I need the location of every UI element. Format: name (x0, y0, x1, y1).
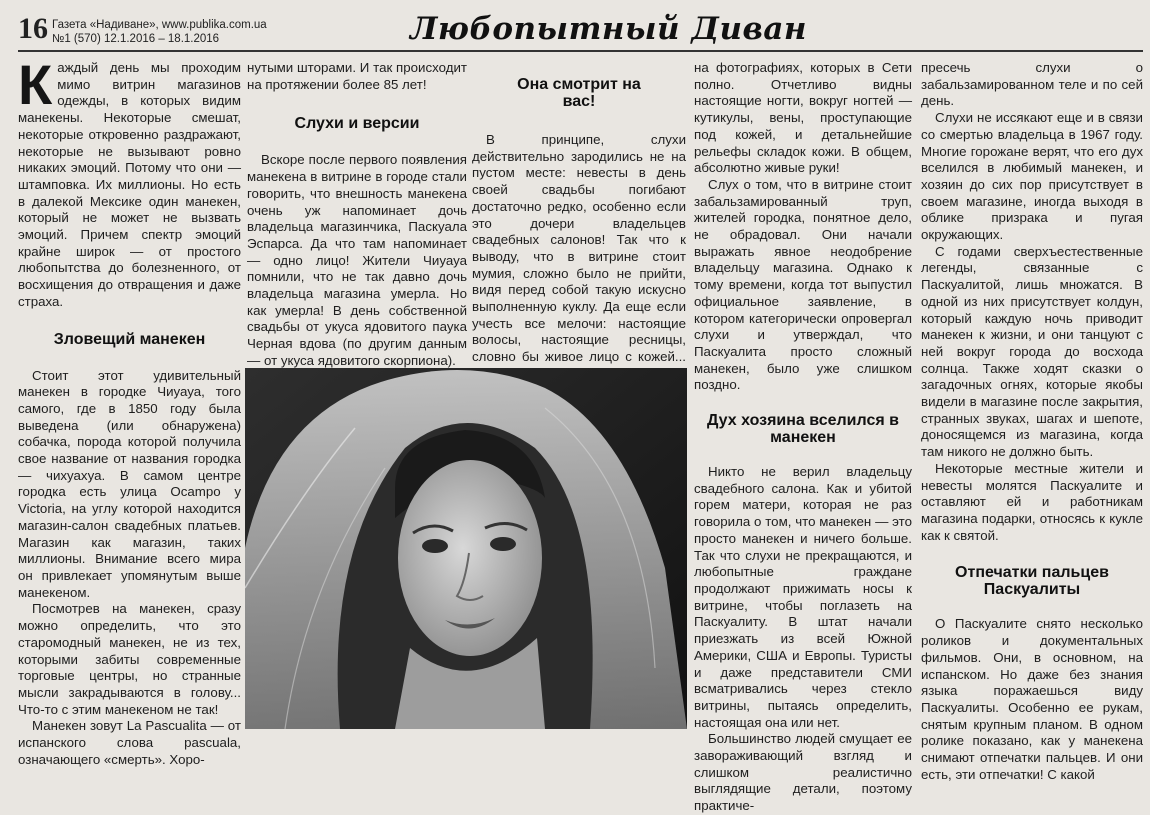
subheading-she-looks: Она смотрит на вас! (517, 76, 641, 110)
paragraph: Слухи не иссякают еще и в связи со смертью владельца в 1967 году. Многие горожане верят, что его дух вселился в любимый манекен, и хозяин до сих пор присутствует в своем магазине, иногда выходя в облике призрака и пугая окружающих. (921, 110, 1143, 243)
header-rule (18, 50, 1143, 52)
paragraph: Манекен зовут La Pascualita — от испанского слова pascuala, означающего «смерть». Хоро- (18, 718, 241, 767)
subheading-sinister-mannequin: Зловещий манекен (53, 330, 206, 348)
paragraph: нутыми шторами. И так происходит на протяжении более 85 лет! (247, 60, 467, 92)
paragraph: С годами сверхъестественные легенды, связанные с Паскуалитой, лишь множатся. В одной из них присутствует колдун, который каждую ночь приводит манекен к жизни, и они танцуют с ней вокруг города до восхода солнца. Также ходят сказки о загадочных огнях, которые якобы видели в магазине после закрытия, странных звуках, шагах и шепоте, доносящемся из магазина, когда там никого не должно быть. (921, 243, 1143, 460)
column-1 (18, 53, 241, 767)
column-4 (694, 60, 912, 814)
subheading-rumors: Слухи и версии (294, 115, 420, 133)
paragraph: Вскоре после первого появления манекена в витрине в городе стали говорить, что внешность манекена очень уж напоминает дочь владельца магазинчика, Паскуала Эспарса. Да что там напоминает — одно лицо! Жители Чиуауа помнили, что не так давно дочь владельца магазина умерла. Но как умерла! В день собственной свадьбы от укуса ядовитого паука Черная вдова (по другим данным — от укуса ядовитого скорпиона). (247, 152, 467, 368)
paragraph: пресечь слухи о забальзамированном теле и по сей день. (921, 60, 1143, 109)
page-header (18, 10, 1143, 50)
lead-text: аждый день мы проходим мимо витрин магазинов одежды, в которых видим манекены. Некоторые смешат, некоторые откровенно раздражают, некоторые не вызывают ровно никаких эмоций. Потому что они — штамповка. Их миллионы. Но есть в далекой Мексике один манекен, который не может не вызвать эмоций. Причем спектр эмоций крайне широк — от простого любопытства до болезненного, от восхищения до отвращения и даже страха. (18, 60, 241, 309)
column-3 (472, 60, 686, 365)
page-number: 16 (18, 12, 48, 45)
drop-cap: К (18, 53, 53, 116)
lead-paragraph (18, 53, 241, 311)
paragraph: О Паскуалите снято несколько роликов и документальных фильмов. Они, в основном, на испанском. Но даже без знания языка поражаешься виду Паскуалиты. Особенно ее рукам, снятым крупным планом. В одном ролике показано, как у манекена снимают отпечатки пальцев. И они есть, эти отпечатки! С какой (921, 616, 1143, 782)
column-2 (247, 60, 467, 368)
bride-mannequin-image (245, 368, 687, 729)
paragraph: Слух о том, что в витрине стоит забальзамированный труп, жителей городка, понятное дело, не обрадовал. Они начали выражать явное неодобрение владельцу магазина. Однако к тому времени, когда тот выпустил официальное заявление, в котором категорически опровергал слухи и утверждал, что Паскуалита просто сложный манекен, было уже слишком поздно. (694, 176, 912, 393)
column-5 (921, 60, 1143, 782)
section-title: Любопытный Диван (410, 11, 808, 47)
subheading-fingerprints: Отпечатки пальцев Паскуалиты (955, 564, 1109, 599)
subheading-owner-spirit: Дух хозяина вселился в манекен (707, 412, 899, 447)
mannequin-photo (245, 368, 687, 729)
issue-line: №1 (570) 12.1.2016 – 18.1.2016 (52, 33, 220, 45)
publication-info (52, 18, 267, 46)
paragraph: Посмотрев на манекен, сразу можно определить, что это старомодный манекен, не из тех, которыми забиты современные торговые центры, но странные мысли закрадываются в голову... Что-то с этим манекеном не так! (18, 601, 241, 717)
paragraph: Большинство людей смущает ее завораживающий взгляд и слишком реалистично выглядящие детали, поэтому практиче- (694, 731, 912, 814)
paragraph: Никто не верил владельцу свадебного салона. Как и убитой горем матери, которая не раз говорила о том, что манекен — это просто манекен и ничего больше. Так что слухи не прекращаются, и любопытные граждане продолжают прижимать носы к витрине, чтобы поглазеть на Паскуалиту. В штат начали приезжать из всей Южной Америки, США и Европы. Туристы и даже представители СМИ всматривались через стекло витрины, пытаясь определить, настоящая она или нет. (694, 464, 912, 730)
paper-name-line: Газета «Надиване», www.publika.com.ua (52, 19, 267, 31)
paragraph: В принципе, слухи действительно зародились не на пустом месте: невесты в день своей свадьбы погибают достаточно редко, особенно если это дочери владельцев свадебных салонов! Так что к выводу, что в витрине стоит мумия, сложно было не прийти, видя перед собой такую искусно выполненную куклу. Да еще если учесть все мелочи: настоящие волосы, настоящие ресницы, словно бы живое лицо с кожей... (472, 132, 686, 365)
paragraph: Стоит этот удивительный манекен в городке Чиуауа, того самого, где в 1850 году была выведена (или обнаружена) собачка, порода которой получила свое название от названия городка — чихуахуа. В самом центре городка есть улица Ocampo y Victoria, на углу которой находится магазин-салон свадебных платьев. Магазин как магазин, таких миллионы. Внимание всего мира он привлекает упомянутым выше манекеном. (18, 367, 241, 600)
paragraph: Некоторые местные жители и невесты молятся Паскуалите и оставляют ей и работникам магазина подарки, относясь к кукле как к святой. (921, 460, 1143, 543)
paragraph: на фотографиях, которых в Сети полно. Отчетливо видны настоящие ногти, вокруг ногтей — кутикулы, вены, проступающие под кожей, и детальнейшие рельефы складок кожи. В общем, абсолютно живые руки! (694, 60, 912, 176)
